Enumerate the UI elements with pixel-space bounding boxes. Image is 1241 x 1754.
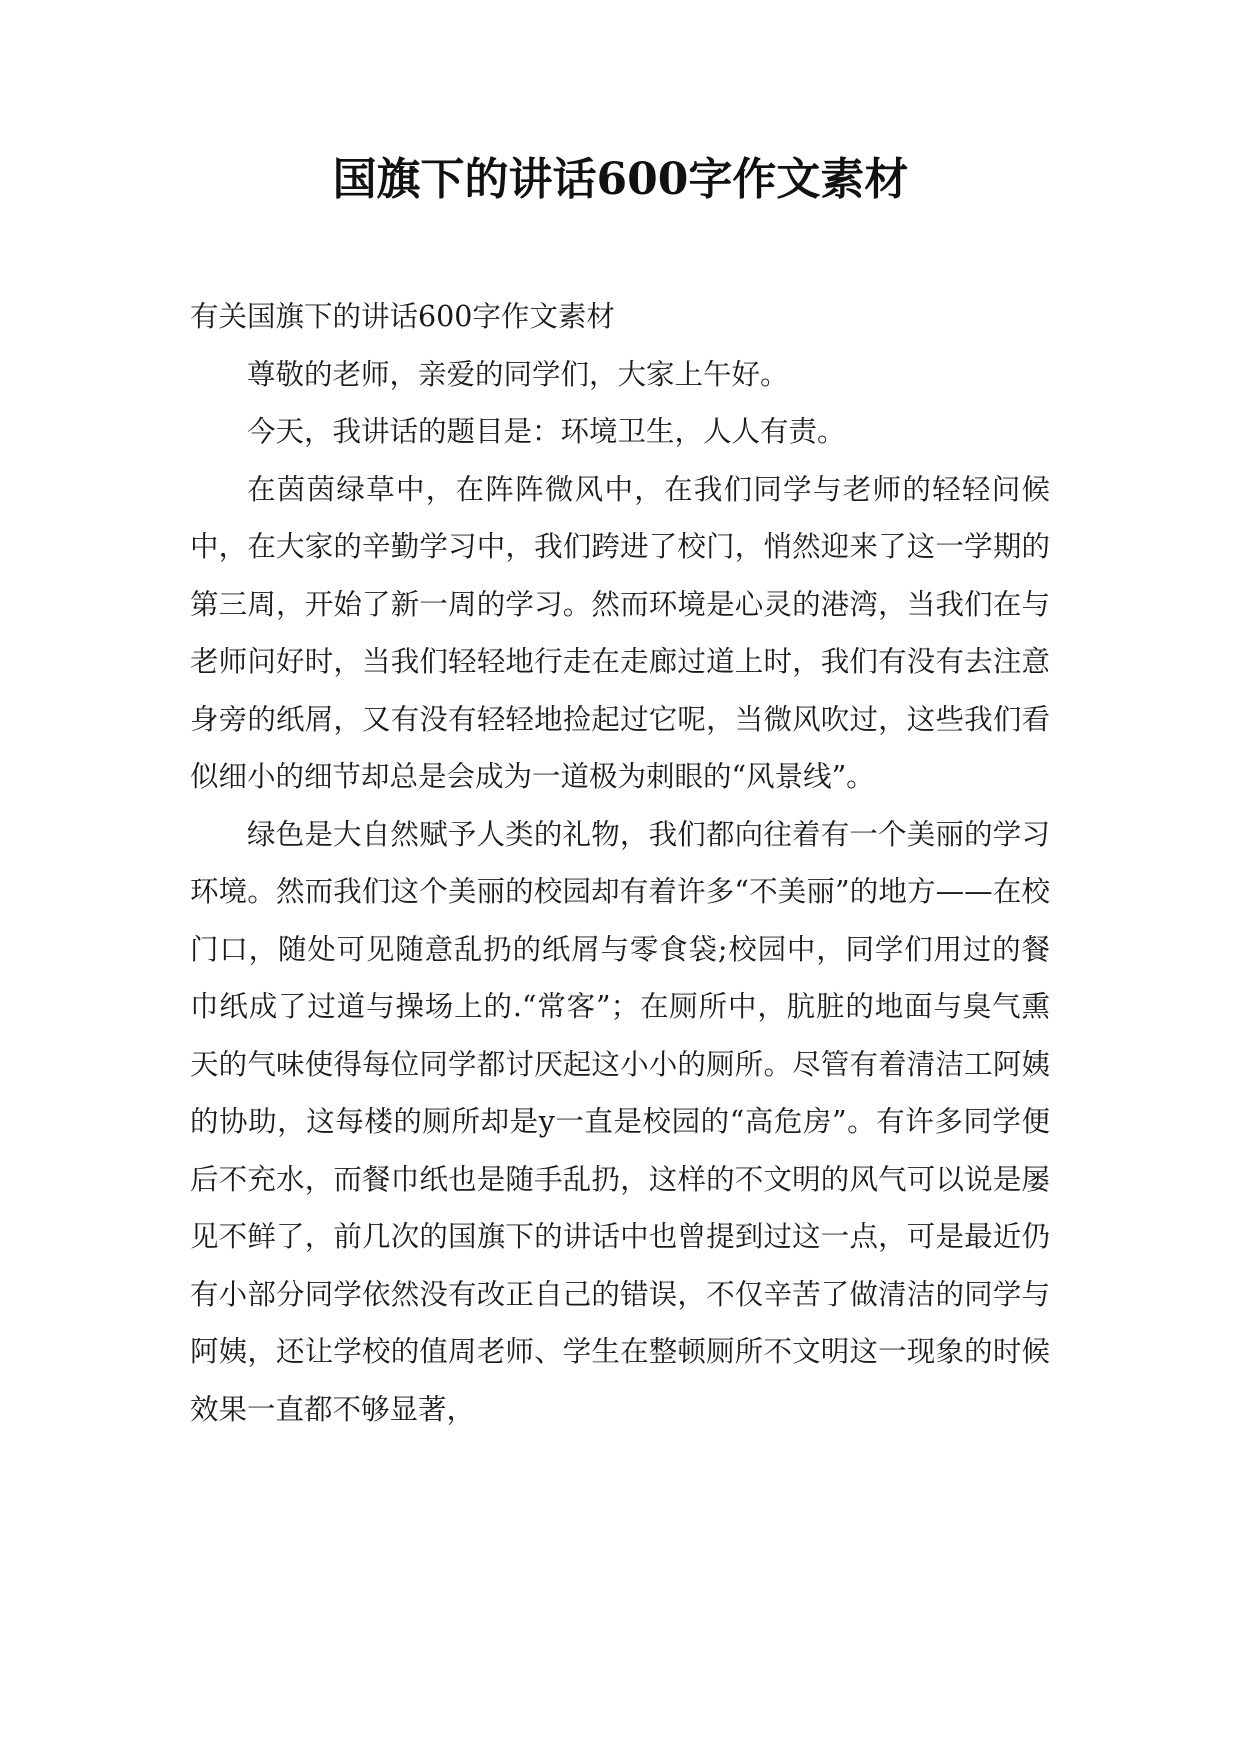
paragraph: 有关国旗下的讲话600字作文素材 [190, 300, 615, 333]
paragraph: 绿色是大自然赋予人类的礼物，我们都向往着有一个美丽的学习环境。然而我们这个美丽的校园却有着许多“不美丽”的地方——在校门口，随处可见随意乱扔的纸屑与零食袋;校园中，同学们用过的餐巾纸成了过道与操场上的.“常客”；在厕所中，肮脏的地面与臭气熏天的气味使得每位同学都讨厌起这小小的厕所。尽管有着清洁工阿姨的协助，这每楼的厕所却是y一直是校园的“高危房”。有许多同学便后不充水，而餐巾纸也是随手乱扔，这样的不文明的风气可以说是屡见不鲜了，前几次的国旗下的讲话中也曾提到过这一点，可是最近仍有小部分同学依然没有改正自己的错误，不仅辛苦了做清洁的同学与阿姨，还让学校的值周老师、学生在整顿厕所不文明这一现象的时候效果一直都不够显著， [190, 817, 1050, 1426]
document-body [190, 288, 1050, 1438]
paragraph: 尊敬的老师，亲爱的同学们，大家上午好。 [247, 357, 789, 391]
paragraph: 在茵茵绿草中，在阵阵微风中，在我们同学与老师的轻轻问候中，在大家的辛勤学习中，我们跨进了校门，悄然迎来了这一学期的第三周，开始了新一周的学习。然而环境是心灵的港湾，当我们在与老师问好时，当我们轻轻地行走在走廊过道上时，我们有没有去注意身旁的纸屑，又有没有轻轻地捡起过它呢，当微风吹过，这些我们看似细小的细节却总是会成为一道极为刺眼的“风景线”。 [190, 472, 1050, 793]
document-title: 国旗下的讲话600字作文素材 [332, 154, 909, 205]
paragraph: 今天，我讲话的题目是：环境卫生，人人有责。 [247, 415, 846, 448]
